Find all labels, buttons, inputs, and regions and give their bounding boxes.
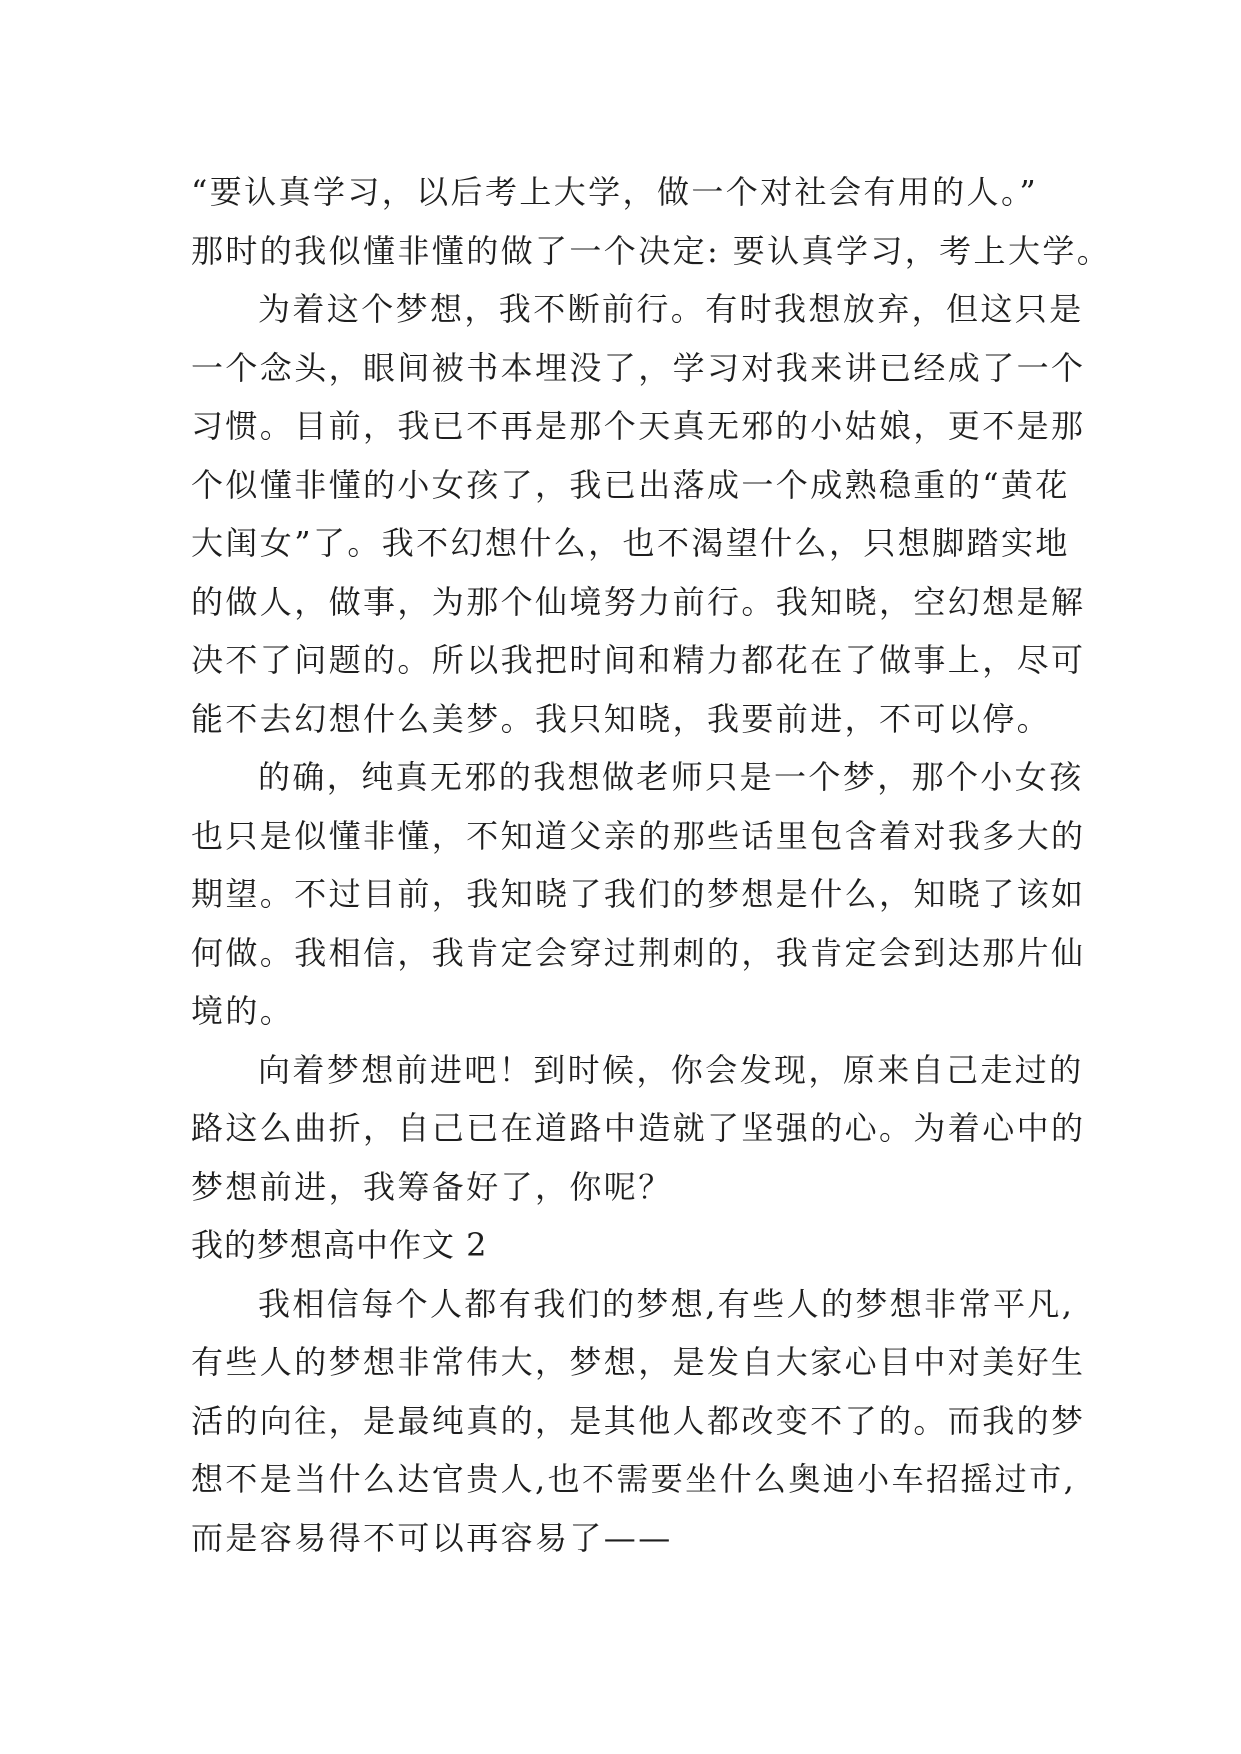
text-line: 而是容易得不可以再容易了—— bbox=[191, 1518, 673, 1557]
text-line: 向着梦想前进吧！到时候，你会发现，原来自己走过的 bbox=[258, 1050, 1084, 1089]
text-line: 也只是似懂非懂，不知道父亲的那些话里包含着对我多大的 bbox=[191, 816, 1086, 855]
paragraph bbox=[191, 280, 1086, 748]
text-line: 决不了问题的。所以我把时间和精力都花在了做事上，尽可 bbox=[191, 641, 1086, 679]
text-line: 的做人，做事，为那个仙境努力前行。我知晓，空幻想是解 bbox=[191, 582, 1086, 621]
text-line: 我相信每个人都有我们的梦想,有些人的梦想非常平凡, bbox=[258, 1284, 1075, 1323]
text-line: 何做。我相信，我肯定会穿过荆刺的，我肯定会到达那片仙 bbox=[191, 933, 1086, 972]
text-line: “要认真学习，以后考上大学，做一个对社会有用的人。” bbox=[191, 173, 1039, 211]
text-line: 期望。不过目前，我知晓了我们的梦想是什么，知晓了该如 bbox=[191, 875, 1086, 913]
text-line: 想不是当什么达官贵人,也不需要坐什么奥迪小车招摇过市, bbox=[191, 1460, 1077, 1498]
text-line: 路这么曲折，自己已在道路中造就了坚强的心。为着心中的 bbox=[191, 1109, 1086, 1147]
text-line: 个似懂非懂的小女孩了，我已出落成一个成熟稳重的“黄花 bbox=[191, 465, 1070, 504]
text-line: 活的向往，是最纯真的，是其他人都改变不了的。而我的梦 bbox=[191, 1401, 1086, 1440]
section-heading bbox=[191, 1216, 1051, 1275]
text-line: 习惯。目前，我已不再是那个天真无邪的小姑娘，更不是那 bbox=[191, 407, 1086, 445]
heading-text: 我的梦想高中作文 2 bbox=[191, 1226, 488, 1264]
paragraph bbox=[191, 1041, 1086, 1217]
text-line: 能不去幻想什么美梦。我只知晓，我要前进，不可以停。 bbox=[191, 699, 1052, 738]
text-line: 大闺女”了。我不幻想什么，也不渴望什么，只想脚踏实地 bbox=[191, 524, 1070, 562]
paragraph bbox=[191, 163, 1112, 280]
text-line: 的确，纯真无邪的我想做老师只是一个梦，那个小女孩 bbox=[258, 758, 1084, 796]
paragraph bbox=[191, 748, 1086, 1041]
text-line: 境的。 bbox=[191, 992, 295, 1030]
text-line: 那时的我似懂非懂的做了一个决定: 要认真学习，考上大学。 bbox=[191, 231, 1112, 270]
document-body bbox=[191, 163, 1112, 1567]
paragraph bbox=[191, 1275, 1086, 1568]
text-line: 有些人的梦想非常伟大，梦想，是发自大家心目中对美好生 bbox=[191, 1343, 1086, 1381]
text-line: 一个念头，眼间被书本埋没了，学习对我来讲已经成了一个 bbox=[191, 348, 1086, 387]
text-line: 梦想前进，我筹备好了，你呢？ bbox=[191, 1167, 673, 1206]
text-line: 为着这个梦想，我不断前行。有时我想放弃，但这只是 bbox=[258, 290, 1084, 328]
